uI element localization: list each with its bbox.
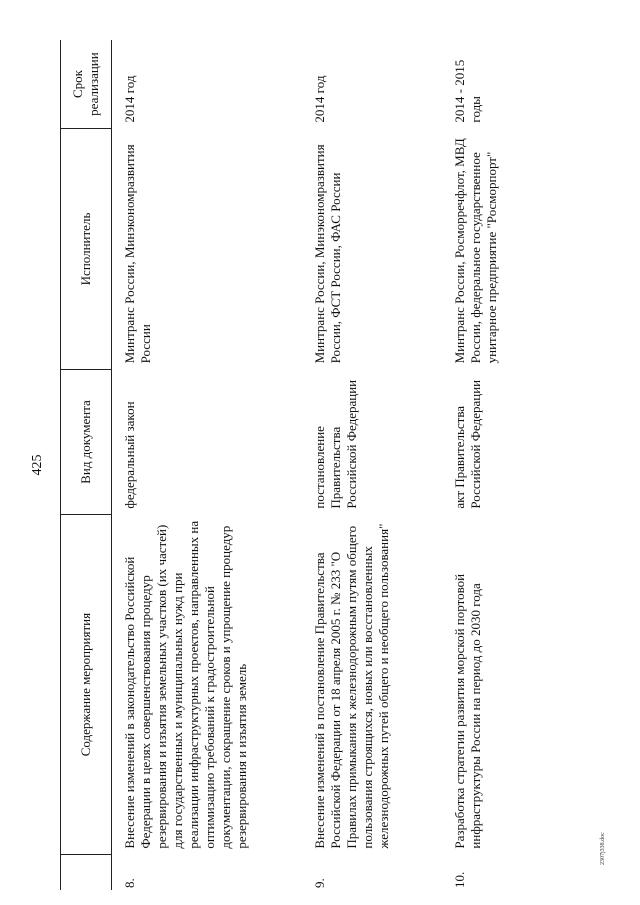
row-content: Внесение изменений в законодательство Российской Федерации в целях совершенствования процедур резервирования и изъятия земельных участков (их частей) для государственных и муниципальных нужд при реализации инфраструктурных проектов, направленных на оптимизацию требований к градостроительной документации, сокращение сроков и упрощение процедур резервирования и изъятия земель bbox=[122, 520, 249, 849]
table-row bbox=[442, 40, 562, 890]
row-doc-type: акт Правительства Российской Федерации bbox=[451, 379, 483, 509]
row-num: 10. bbox=[451, 871, 467, 888]
header-executor: Исполнитель bbox=[61, 129, 112, 370]
row-content: Внесение изменений в постановление Правительства Российской Федерации от 18 апреля 2005 г. № 233 "О Правилах примыкания к железнодорожным путям общего пользования строящихся, новых или восстановленных железнодорожных путей общего и необщего пользования" bbox=[311, 523, 391, 849]
measures-table bbox=[60, 40, 562, 890]
row-num: 8. bbox=[122, 878, 137, 888]
row-doc-type: постановление Правительства Российской Федерации bbox=[311, 379, 359, 509]
header-term: Срок реализации bbox=[61, 40, 112, 129]
row-term: 2014 год bbox=[311, 75, 327, 123]
row-executor: Минтранс России, Росморречфлот, МВД России, федеральное государственное унитарное предприятие "Росморпорт" bbox=[451, 138, 499, 364]
row-term: 2014 год bbox=[122, 75, 137, 123]
table-row bbox=[302, 40, 442, 890]
table-row bbox=[112, 40, 302, 890]
row-executor: Минтранс России, Минэкономразвития России, ФСТ России, ФАС России bbox=[311, 144, 343, 364]
header-doc-type: Вид документа bbox=[61, 369, 112, 514]
header-num bbox=[61, 855, 112, 890]
footer-filename: 2307j338.doc bbox=[600, 832, 606, 865]
row-term: 2014 - 2015 годы bbox=[451, 59, 483, 123]
row-content: Разработка стратегии развития морской портовой инфраструктуры России на период до 2030 года bbox=[451, 573, 483, 849]
page-number: 425 bbox=[30, 454, 45, 476]
rotated-table-area bbox=[30, 40, 630, 890]
row-executor: Минтранс России, Минэкономразвития России bbox=[122, 144, 153, 364]
table-header-row bbox=[61, 40, 112, 890]
header-content: Содержание мероприятия bbox=[61, 515, 112, 855]
row-num: 9. bbox=[311, 878, 327, 888]
row-doc-type: федеральный закон bbox=[122, 401, 137, 509]
